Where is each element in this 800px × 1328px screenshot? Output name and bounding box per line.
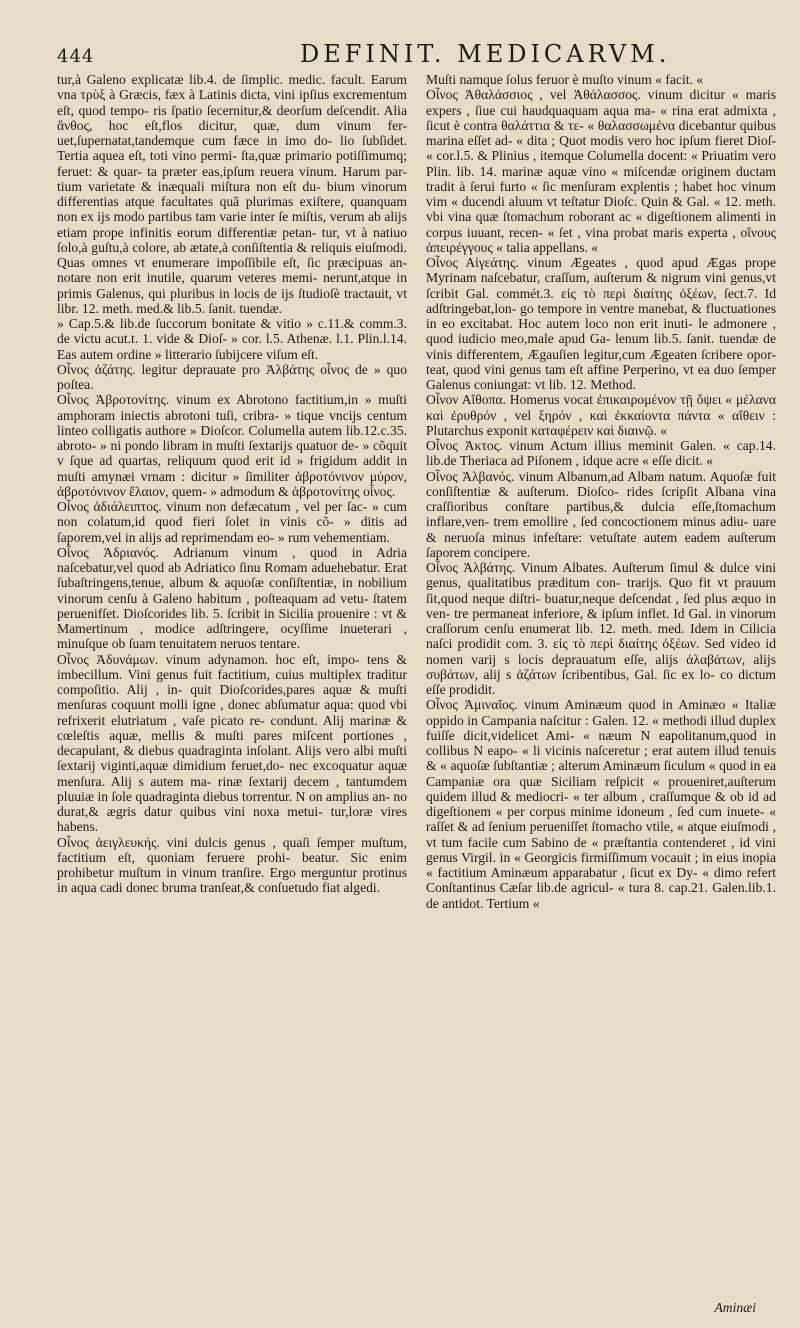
dictionary-entry: Οἶνος ἀειγλευκής. vini dulcis genus , quaſi ſemper muſtum, factitium eſt, quoniam feruere prohi- beatur. Sic enim prohibetur muſtum in vinum tranſire. Ergo merguntur protinus in aqua cadi donec bruma tranſeat,& conſuetudo fiat algedi. — [57, 834, 407, 896]
catchword: Aminæi — [714, 1300, 756, 1315]
dictionary-entry: Οἶνον Αἴθοπα. Homerus vocat ἐπικαιρομένον τῇ ὄψει « μέλανα καὶ ἐρυθρόν , vel ξηρόν , καὶ ἐκκαίοντα πάντα « αἴθειν : Plutarchus exponit καταφέρειν καὶ διαινῷ. « — [426, 392, 776, 438]
left-paragraph: » Cap.5.& lib.de ſuccorum bonitate & vitio » c.11.& comm.3. de victu acut.t. 1. vide & Dioſ- » cor. l.5. Athenæ. l.1. Plin.l.14. Eas autem ordine » litterario ſubijcere viſum eſt. — [57, 316, 407, 362]
running-header — [0, 40, 800, 70]
right-paragraph: Muſti namque ſolus feruor è muſto vinum « facit. « — [426, 72, 704, 87]
dictionary-entry: Οἶνος Ἀλβανός. vinum Albanum,ad Albam natum. Aquoſæ fuit conſiſtentiæ & auſterum. Dioſco- rides ſcripſit Albana vina craſſioribus conſtare partibus,& dulcia eſſe,ſtomachum inflare,ven- trem emollire , ſed concoctionem minus adiu- uare & neruoſa minus infeſtare: vetuſtate autem eadem auſterum ſaporem concipere. — [426, 468, 776, 560]
left-paragraph: tur,à Galeno explicatæ lib.4. de ſimplic. medic. facult. Earum vna τρὺξ à Græcis, fæx à Latinis dicta, vini ipſius excrementum eſt, quod tempo- ris ſpatio ſecernitur,& deorſum deſcendit. Alia ἄνθος, hoc eſt,flos dicitur, quæ, dum vinum fer- uet,ſupernatat,tandemque cum fæce in imo do- lio ſubſidet. Tertia aquea eſt, toti vino permi- ſta,quæ primario potiſſimumq; feruet: & quar- ta præter eas,ipſum reuera vinum. Harum par- tium varietate & inæquali miſtura non eſt du- bium vinorum differentias atque facultates quã plurimas exiſtere, quanquam non ex ijs modo partibus tam varie inter ſe miſtis, verum ab alijs etiam prope infinitis eorum differentiæ petan- tur, vt à natiuo ſolo,à guſtu,à colore, ab ætate,à conſiſtentia & reliquis eiuſmodi. Quas omnes vt enumerare impoſſibile eſt, ſic præcipuas an- notare non erit inutile, quarum veteres memi- nerunt,atque in primis Galenus, qui pluribus in locis de ijs ſtudioſè tractauit, vt libr. 12. meth. med.& lib.5. ſanit. tuendæ. — [57, 72, 407, 316]
dictionary-entry: Οἶνος Αἰγεάτης. vinum Ægeates , quod apud Ægas prope Myrinam naſcebatur, craſſum, auſterum & nigrum vini genus,vt ſcribit Gal. commét.3. εἰς τὸ περὶ διαίτης ὀξέων, ſect.7. Id adſtringebat,lon- go tempore in ventre manebat, & fluctuationes in eo excitabat. Hoc autem loco non erit inuti- le admonere , quod iudicio meo,male apud Ga- lenum lib.5. ſanit. tuendæ de vinis differentem, Ægauſien legitur,cum Ægeaten ſcribere opor- teat, quod vini genus tam eſt affine Perperino, vt ea duo ſemper Galenus coniungat: vt lib. 12. Method. — [426, 255, 776, 392]
dictionary-entry: Οἶνος Ἀδριανός. Adrianum vinum , quod in Adria naſcebatur,vel quod ab Adriatico ſinu Romam aduehebatur. Erat ſubaſtringens,tenue, album & aquoſæ conſiſtentiæ, in nobilium vinorum cenſu à Galeno habitum , poſteaquam ad vetu- ſtatem peruenifſet. Dioſcorides lib. 5. ſcribit in Sicilia prouenire : vt & Mamertinum , modice adſtringere, ocyſſime inueterari , minuſque ob ſuam tenuitatem neruos tentare. — [57, 544, 407, 652]
dictionary-entry: Οἶνος Ἀβροτονίτης. vinum ex Abrotono factitium,in » muſti amphoram iniectis abrotoni tuſi, cribra- » tique vncijs centum linteo colligatis authore » Dioſcor. Columella autem lib.12.c.35. abroto- » ni pondo libram in muſti ſextarijs quatuor de- » cõquit v ſque ad quartas, reliquum quod erit id » frigidum addit in muſti amynæi vrnam : dicitur » ſimiliter ἀβροτόνινον μύρον, ἀβροτόνινον ἔλαιον, quem- » admodum & ἀβροτονίτης οἶνος. — [57, 392, 407, 499]
dictionary-entry: Οἶνος ἀζάτης. legitur deprauate pro Ἀλβάτης οἶνος de » quo poſtea. — [57, 361, 407, 392]
left-column — [57, 72, 407, 896]
dictionary-entry: Οἶνος Ἀμιναῖος. vinum Aminæum quod in Aminæo « Italiæ oppido in Campania naſcitur : Galen. 12. « methodi illud duplex fuiſſe dicit,videlicet Ami- « næum N eapolitanum,quod in collibus N eapo- « li vicinis naſceretur ; erat autem illud tenuis & « aquoſæ ſubſtantiæ ; alterum Aminæum ſiculum « quod in ea Campaniæ ora quæ Siciliam reſpicit « proueniret,auſterum quidem illud & mediocri- « ter album , craſſumque & ob id ad digeſtionem « per corpus minime idoneum , ſed cum inuete- « raſſet & ad ſenium perueniſſet ſtomacho vtile, « atque eiuſmodi , vt tum facile cum Sabino de « præſtantia contenderet , id vini genus Virgil. in « Georgicis firmiſſimum vocauit ; in eius inopia « factitium Aminæum apparabatur , ſicut ex Dy- « dimo refert Conſtantinus Cæſar lib.de agricul- « tura 8. cap.21. Galen.lib.1. de antidot. Tertium « — [426, 697, 776, 911]
dictionary-entry: Οἶνος Ἀδυνάμων. vinum adynamon. hoc eſt, impo- tens & imbecillum. Vini genus fuit factitium, cuius multiplex traditur compoſitio. Alij , in- quit Dioſcorides,pares aquæ & muſti menſuras coquunt molli igne , donec abſumatur aqua: quod vbi refrixerit elutriatum , vaſe picato re- condunt. Alij marinæ & cœleſtis aquæ, mellis & muſti pares miſcent portiones , decapulant, & diebus quadraginta inſolant. Alijs vero albi muſti ſextarij viginti,aquæ dimidium feruet,do- nec excoquatur aquæ menſura. Alij s autem ma- rinæ ſextarij decem , tantumdem pluuiæ in ſole quadraginta diebus torrentur. N on amplius an- no durat,& ægris datur quibus vini noxa metui- tur,loræ vires habens. — [57, 651, 407, 835]
dictionary-entry: Οἶνος Ἀκτος. vinum Actum illius meminit Galen. « cap.14. lib.de Theriaca ad Piſonem , idque acre « eſſe dicit. « — [426, 438, 776, 469]
right-column — [426, 72, 776, 911]
dictionary-entry: Οἶνος Ἀθαλάσσιος , vel Ἀθάλασσος. vinum dicitur « maris expers , ſiue cui haudquaquam aqua ma- « rina erat admixta , ſicut è contra θαλάττια & τε- « θαλασσωμένα dicebantur quibus marina eſſet ad- « dita ; Quot modis vero hoc ipſum fieret Dioſ- « cor.l.5. & Plinius , itemque Columella docent: « Priuatim vero Plin. lib. 14. marinæ aquæ vino « miſcendæ originem ductam tradit à ſerui furto « ſic menſuram explentis ; habet hoc vinum vim « ducendi aluum vt teſtatur Dioſc. Quin & Gal. « 12. meth. vbi vina quæ ſtomachum roborant ac « digeſtionem alimenti in corpus iuuant, recen- « ſet , vina probat maris experta , οἴνους ἀπειρέγγους « talia appellans. « — [426, 87, 776, 255]
page-number: 444 — [57, 46, 95, 67]
dictionary-entry: Οἶνος Ἀλβάτης. Vinum Albates. Auſterum ſimul & dulce vini genus, qualitatibus præditum con- trarijs. Quo fit vt prauum ſit,quod neque diſtri- buatur,neque deſcendat , ſed plus æquo in ven- tre permaneat inferiore, & ipſum inflet. Id Gal. in vinorum craſſorum cenſu enumerat lib. 12. meth. med. Idem in Cilicia naſci prodidit com. 3. εἰς τὸ περὶ διαίτης ὀξέων. Sed video id nomen varij s locis deprauatum eſſe, alijs ἀλαβάτων, alijs συβάτων, alij s ἀζάτων ſcribentibus, Gal. ſic ex lo- co dictum eſſe prodidit. — [426, 560, 776, 697]
running-title: DEFINIT. MEDICARVM. — [300, 40, 671, 68]
dictionary-entry: Οἶνος ἀδιάλειπτος. vinum non defæcatum , vel per ſac- » cum non colatum,id quod fieri ſolet in vinis cõ- » ditis ad ſaporem,vel in alijs ad reprimendam eo- » rum vehementiam. — [57, 499, 407, 545]
